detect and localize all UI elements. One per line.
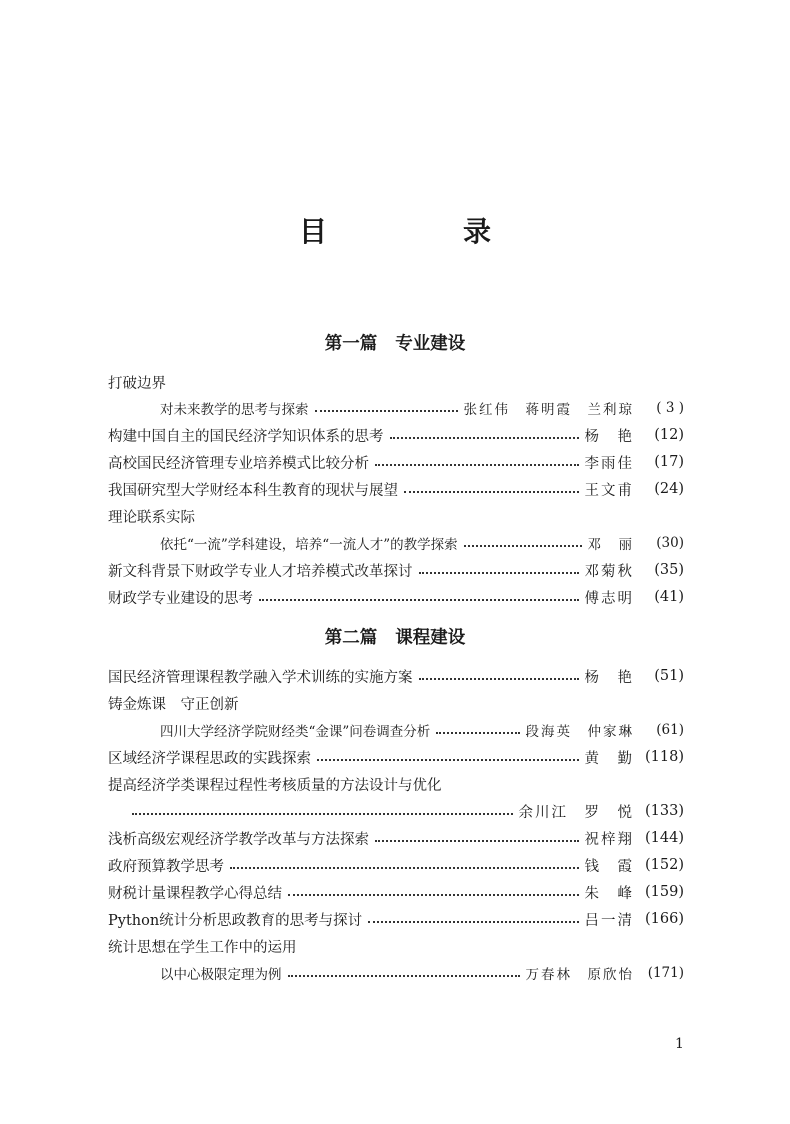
toc-entry-authors: 万春林 原欣怡: [525, 967, 634, 983]
leader-dots: [464, 545, 582, 547]
toc-entry[interactable]: [160, 961, 684, 985]
section-name: 专业建设: [395, 334, 466, 354]
leader-dots: [390, 437, 579, 439]
toc-entry-authors: 杨 艳: [584, 669, 634, 686]
toc-entry-title: 我国研究型大学财经本科生教育的现状与展望: [108, 482, 398, 499]
toc-entry[interactable]: [108, 745, 684, 769]
toc-entry-page: (144): [645, 830, 684, 846]
toc-entry-authors: 傅志明: [584, 590, 634, 607]
page-title: 目 录: [298, 215, 545, 248]
toc-entry-continuation[interactable]: [108, 799, 684, 823]
leader-dots: [436, 732, 519, 734]
toc-entry-title: 打破边界: [108, 375, 166, 392]
toc-entry[interactable]: [108, 853, 684, 877]
toc-group-heading[interactable]: [108, 370, 684, 394]
leader-dots: [315, 410, 458, 412]
toc-entry-title: 理论联系实际: [108, 509, 195, 526]
section-name: 课程建设: [395, 628, 466, 648]
toc-entry[interactable]: [160, 396, 684, 420]
toc-entry-page: (159): [645, 884, 684, 900]
leader-dots: [375, 840, 579, 842]
toc-entry-title: 提高经济学类课程过程性考核质量的方法设计与优化: [108, 777, 442, 794]
toc-entry-page: (12): [654, 427, 684, 443]
toc-group-heading[interactable]: [108, 691, 684, 715]
page-number: 1: [675, 1036, 684, 1052]
toc-entry-title: 铸金炼课 守正创新: [108, 696, 239, 713]
leader-dots: [288, 975, 520, 977]
toc-entry-title: 浅析高级宏观经济学教学改革与方法探索: [108, 831, 369, 848]
section-heading: [0, 624, 790, 649]
toc-entry-page: (133): [645, 803, 684, 819]
toc-entry-authors: 邓菊秋: [584, 563, 634, 580]
toc-entry-page: (24): [654, 481, 684, 497]
toc-entry-page: (166): [645, 911, 684, 927]
toc-entry-authors: 王文甫: [584, 482, 634, 499]
toc-entry-page: (30): [656, 535, 684, 551]
toc-entry[interactable]: [108, 772, 684, 796]
leader-dots: [259, 599, 579, 601]
leader-dots: [230, 867, 579, 869]
toc-entry[interactable]: [108, 558, 684, 582]
toc-entry[interactable]: [108, 664, 684, 688]
toc-entry-page: (41): [654, 589, 684, 605]
toc-entry-authors: 吕一清: [584, 912, 634, 929]
section-heading: [0, 330, 790, 355]
toc-entry-title: 政府预算教学思考: [108, 858, 224, 875]
toc-entry-title: 四川大学经济学院财经类“金课”问卷调查分析: [160, 724, 431, 740]
toc-entry[interactable]: [108, 477, 684, 501]
toc-entry-title: 高校国民经济管理专业培养模式比较分析: [108, 455, 369, 472]
toc-entry-title: 构建中国自主的国民经济学知识体系的思考: [108, 428, 384, 445]
toc-entry[interactable]: [108, 880, 684, 904]
toc-entry[interactable]: [108, 585, 684, 609]
toc-entry-authors: 张红伟 蒋明霞 兰利琼: [463, 402, 634, 418]
leader-dots: [419, 572, 579, 574]
toc-entry-page: (17): [654, 454, 684, 470]
toc-entry[interactable]: [108, 450, 684, 474]
toc-entry-authors: 黄 勤: [584, 750, 634, 767]
toc-entry-authors: 祝梓翔: [584, 831, 634, 848]
toc-entry-authors: 段海英 仲家琳: [525, 724, 634, 740]
toc-entry-authors: 李雨佳: [584, 455, 634, 472]
toc-group-heading[interactable]: [108, 504, 684, 528]
toc-entry[interactable]: [108, 907, 684, 931]
leader-dots: [368, 921, 578, 923]
toc-entry-page: (118): [645, 749, 684, 765]
toc-entry-title: 国民经济管理课程教学融入学术训练的实施方案: [108, 669, 413, 686]
toc-entry-title: 财税计量课程教学心得总结: [108, 885, 282, 902]
toc-entry[interactable]: [108, 826, 684, 850]
toc-entry-title: 新文科背景下财政学专业人才培养模式改革探讨: [108, 563, 413, 580]
section-number: 第二篇: [324, 628, 378, 648]
leader-dots: [132, 813, 513, 815]
toc-entry-page: ( 3 ): [656, 400, 684, 416]
toc-entry-authors: 余川江 罗 悦: [518, 804, 634, 821]
leader-dots: [288, 894, 579, 896]
toc-entry[interactable]: [160, 718, 684, 742]
section-number: 第一篇: [324, 334, 378, 354]
toc-entry-authors: 杨 艳: [584, 428, 634, 445]
toc-entry[interactable]: [160, 531, 684, 555]
toc-entry-title: 对未来教学的思考与探索: [160, 402, 309, 418]
toc-entry-title: 财政学专业建设的思考: [108, 590, 253, 607]
toc-entry-title: 依托“一流”学科建设，培养“一流人才”的教学探索: [160, 537, 458, 553]
toc-group-heading[interactable]: [108, 934, 684, 958]
leader-dots: [404, 491, 579, 493]
toc-entry-page: (35): [654, 562, 684, 578]
toc-entry-title: Python统计分析思政教育的思考与探讨: [108, 912, 363, 929]
toc-entry-page: (51): [654, 668, 684, 684]
toc-entry-authors: 朱 峰: [584, 885, 634, 902]
toc-entry-title: 区域经济学课程思政的实践探索: [108, 750, 311, 767]
toc-entry-authors: 钱 霞: [584, 858, 634, 875]
toc-entry-title: 以中心极限定理为例: [160, 967, 282, 983]
toc-entry-authors: 邓 丽: [587, 537, 634, 553]
toc-entry-page: (152): [645, 857, 684, 873]
leader-dots: [419, 678, 579, 680]
toc-entry-page: (171): [647, 965, 684, 981]
toc-entry-title: 统计思想在学生工作中的运用: [108, 939, 297, 956]
leader-dots: [317, 759, 579, 761]
leader-dots: [375, 464, 579, 466]
toc-entry-page: (61): [656, 722, 684, 738]
toc-entry[interactable]: [108, 423, 684, 447]
